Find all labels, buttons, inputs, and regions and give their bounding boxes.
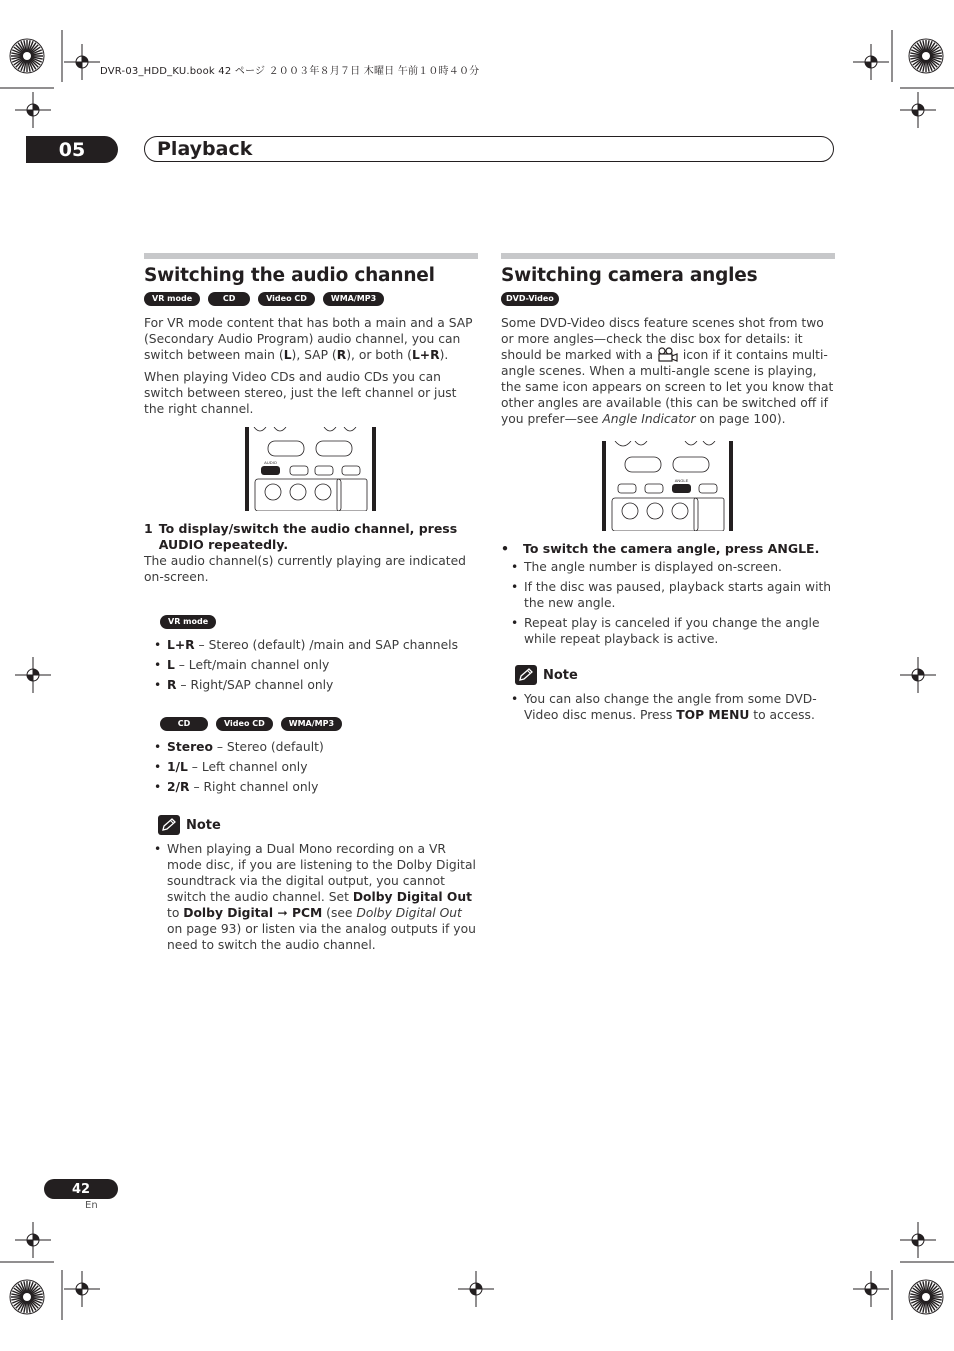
cd-badge-row bbox=[160, 717, 478, 731]
note-item: • You can also change the angle from some DVD-Video disc menus. Press TOP MENU to access. bbox=[501, 691, 835, 723]
remote-control-illustration bbox=[244, 427, 378, 511]
note-heading bbox=[158, 815, 478, 835]
note-heading bbox=[515, 665, 835, 685]
vr-mode-list bbox=[144, 637, 478, 693]
angle-list bbox=[501, 559, 835, 647]
step-title: • To switch the camera angle, press ANGLE. bbox=[501, 541, 820, 556]
list-item: • The angle number is displayed on-screen. bbox=[501, 559, 835, 575]
list-item: • L – Left/main channel only bbox=[144, 657, 478, 673]
badge-vr-mode: VR mode bbox=[144, 292, 200, 306]
cd-list bbox=[144, 739, 478, 795]
intro-paragraph: For VR mode content that has both a main and a SAP (Secondary Audio Program) audio channel, you can switch between main (L), SAP (R), or both (L+R). bbox=[144, 316, 473, 362]
list-item: • Repeat play is canceled if you change the angle while repeat playback is active. bbox=[501, 615, 835, 647]
pencil-icon bbox=[158, 815, 180, 835]
camera-angle-icon bbox=[657, 347, 679, 362]
badge-dvd-video: DVD-Video bbox=[501, 292, 559, 306]
chapter-number: 05 bbox=[26, 136, 118, 163]
remote-button-label: AUDIO bbox=[264, 460, 277, 465]
badge-video-cd: Video CD bbox=[216, 717, 273, 731]
step-1-body: The audio channel(s) currently playing are indicated on-screen. bbox=[144, 554, 466, 584]
note-list bbox=[144, 841, 478, 953]
remote-control-illustration bbox=[601, 441, 735, 531]
intro-paragraph-2: When playing Video CDs and audio CDs you can switch between stereo, just the left channel or just the right channel. bbox=[144, 370, 457, 416]
bullet-glyph: • bbox=[501, 541, 509, 556]
badge-cd: CD bbox=[208, 292, 250, 306]
language-code: En bbox=[85, 1200, 98, 1211]
remote-button-label: ANGLE bbox=[674, 478, 689, 483]
note-list bbox=[501, 691, 835, 723]
list-item: • R – Right/SAP channel only bbox=[144, 677, 478, 693]
list-item: • 2/R – Right channel only bbox=[144, 779, 478, 795]
format-badges bbox=[144, 292, 478, 306]
section-rule bbox=[501, 253, 835, 259]
note-title: Note bbox=[543, 667, 578, 683]
badge-wma-mp3: WMA/MP3 bbox=[323, 292, 384, 306]
chapter-title-bar bbox=[144, 136, 834, 162]
vr-mode-badge-row bbox=[160, 615, 478, 629]
list-item: • If the disc was paused, playback starts again with the new angle. bbox=[501, 579, 835, 611]
badge-cd: CD bbox=[160, 717, 208, 731]
step-1-title: 1 To display/switch the audio channel, press AUDIO repeatedly. bbox=[144, 521, 458, 552]
list-item: • 1/L – Left channel only bbox=[144, 759, 478, 775]
section-title: Switching camera angles bbox=[501, 265, 758, 286]
chapter-title: Playback bbox=[157, 138, 253, 160]
section-title: Switching the audio channel bbox=[144, 265, 435, 286]
section-rule bbox=[144, 253, 478, 259]
print-slug: DVR-03_HDD_KU.book 42 ページ ２００３年８月７日 木曜日 午前１０時４０分 bbox=[100, 66, 480, 77]
intro-paragraph: Some DVD-Video discs feature scenes shot from two or more angles—check the disc box for details: it should be marked with a icon if it contains multi-angle scenes. When a multi-angle scene is playing, the same icon appears on screen to let you know that other angles are available (this can be switched off if you prefer—see Angle Indicator on page 100). bbox=[501, 316, 834, 426]
note-item: • When playing a Dual Mono recording on a VR mode disc, if you are listening to the Dolby Digital soundtrack via the digital output, you cannot switch the audio channel. Set Dolby Digital Out to Dolby Digital ➞ PCM (see Dolby Digital Out on page 93) or listen via the analog outputs if you need to switch the audio channel. bbox=[144, 841, 478, 953]
note-title: Note bbox=[186, 817, 221, 833]
badge-vr-mode: VR mode bbox=[160, 615, 216, 629]
format-badges bbox=[501, 292, 835, 306]
badge-wma-mp3: WMA/MP3 bbox=[281, 717, 342, 731]
pencil-icon bbox=[515, 665, 537, 685]
list-item: • L+R – Stereo (default) /main and SAP channels bbox=[144, 637, 478, 653]
list-item: • Stereo – Stereo (default) bbox=[144, 739, 478, 755]
badge-video-cd: Video CD bbox=[258, 292, 315, 306]
section-camera-angles bbox=[501, 253, 835, 727]
page-number: 42 bbox=[44, 1179, 118, 1199]
section-audio-channel bbox=[144, 253, 478, 957]
